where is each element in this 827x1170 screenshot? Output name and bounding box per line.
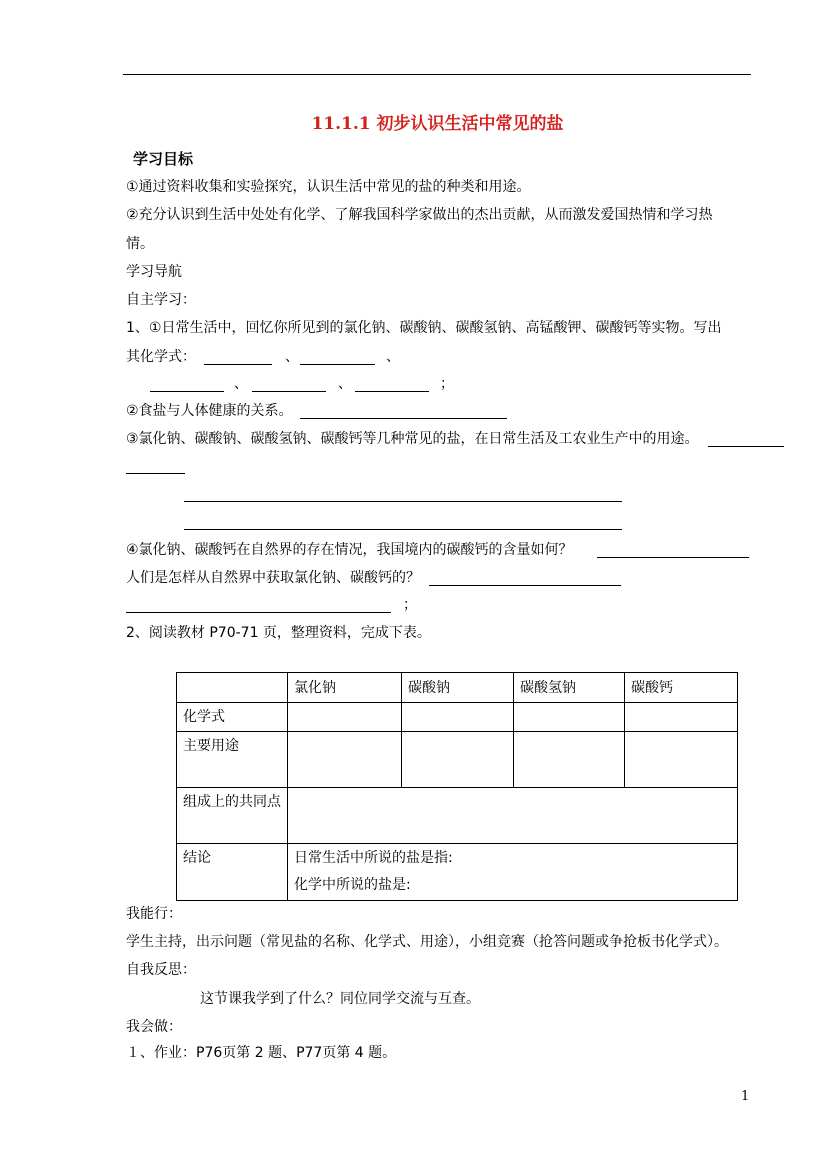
homework: １、作业：P76页第 2 题、P77页第 4 题。: [126, 1045, 397, 1061]
page-number: 1: [741, 1089, 750, 1104]
reflect-heading: 自我反思：: [126, 962, 196, 978]
table-header-cell: 碳酸氢钠: [514, 673, 625, 703]
nav-heading: 学习导航: [126, 264, 182, 280]
header-rule: [123, 74, 751, 75]
question-5: 2、阅读教材 P70-71 页，整理资料，完成下表。: [126, 625, 431, 641]
table-cell[interactable]: [288, 703, 402, 732]
answer-blank[interactable]: [204, 364, 272, 365]
question-4-line-1: ④氯化钠、碳酸钙在自然界的存在情况，我国境内的碳酸钙的含量如何？: [126, 542, 573, 558]
table-header-cell: 碳酸钠: [402, 673, 514, 703]
conclusion-line-1: 日常生活中所说的盐是指:: [294, 850, 453, 866]
answer-blank[interactable]: [252, 391, 326, 392]
question-4-line-2: 人们是怎样从自然界中获取氯化钠、碳酸钙的？: [126, 570, 420, 586]
separator: 、: [338, 376, 352, 392]
answer-blank[interactable]: [126, 473, 185, 474]
separator: 、: [285, 349, 299, 365]
row-label-common: 组成上的共同点: [177, 788, 288, 844]
table-row: [177, 703, 738, 732]
table-header-cell: [177, 673, 288, 703]
table-header-cell: 碳酸钙: [625, 673, 738, 703]
page-title: 11.1.1 初步认识生活中常见的盐: [311, 114, 564, 134]
table-header-cell: 氯化钠: [288, 673, 402, 703]
goal-2-line-1: ②充分认识到生活中处处有化学、了解我国科学家做出的杰出贡献，从而激发爱国热情和学习热: [126, 207, 713, 223]
question-3: ③氯化钠、碳酸钠、碳酸氢钠、碳酸钙等几种常见的盐，在日常生活及工农业生产中的用途。: [126, 431, 699, 447]
can-do-text: 学生主持，出示问题（常见盐的名称、化学式、用途），小组竞赛（抢答问题或争抢板书化学式）。: [126, 934, 728, 950]
table-cell[interactable]: [514, 732, 625, 788]
answer-blank[interactable]: [150, 391, 224, 392]
answer-blank[interactable]: [126, 612, 391, 613]
self-study-heading: 自主学习：: [126, 292, 196, 308]
separator: 、: [234, 376, 248, 392]
table-cell[interactable]: [402, 703, 514, 732]
table-row: [177, 788, 738, 844]
goal-1: ①通过资料收集和实验探究，认识生活中常见的盐的种类和用途。: [126, 179, 531, 195]
will-do-heading: 我会做：: [126, 1019, 182, 1035]
answer-blank[interactable]: [708, 446, 784, 447]
answer-blank[interactable]: [184, 529, 622, 530]
table-cell[interactable]: [402, 732, 514, 788]
table-cell[interactable]: [625, 703, 738, 732]
table-row: [177, 732, 738, 788]
table-header-row: [177, 673, 738, 703]
answer-blank[interactable]: [429, 585, 621, 586]
question-2: ②食盐与人体健康的关系。: [126, 403, 293, 419]
goals-heading: 学习目标: [133, 150, 194, 168]
table-cell[interactable]: [288, 788, 738, 844]
separator: ；: [440, 376, 454, 392]
table-cell[interactable]: [514, 703, 625, 732]
question-1-line-2: 其化学式：: [126, 349, 196, 365]
can-do-heading: 我能行：: [126, 906, 182, 922]
answer-blank[interactable]: [355, 391, 429, 392]
goal-2-line-2: 情。: [126, 236, 154, 252]
table-cell[interactable]: [625, 732, 738, 788]
reflect-text: 这节课我学到了什么？同位同学交流与互查。: [200, 991, 480, 1007]
answer-blank[interactable]: [300, 364, 375, 365]
salt-table: [176, 672, 738, 901]
table-cell[interactable]: [288, 732, 402, 788]
separator: ；: [403, 597, 417, 613]
row-label-use: 主要用途: [177, 732, 288, 788]
separator: 、: [386, 349, 400, 365]
table-row: [177, 844, 738, 901]
question-1-line-1: 1、①日常生活中，回忆你所见到的氯化钠、碳酸钠、碳酸氢钠、高锰酸钾、碳酸钙等实物。写出: [126, 320, 722, 336]
row-label-conclusion: 结论: [177, 844, 288, 901]
answer-blank[interactable]: [300, 418, 507, 419]
row-label-formula: 化学式: [177, 703, 288, 732]
answer-blank[interactable]: [184, 501, 622, 502]
conclusion-cell[interactable]: [288, 844, 738, 901]
conclusion-line-2: 化学中所说的盐是:: [294, 877, 411, 893]
answer-blank[interactable]: [597, 557, 749, 558]
